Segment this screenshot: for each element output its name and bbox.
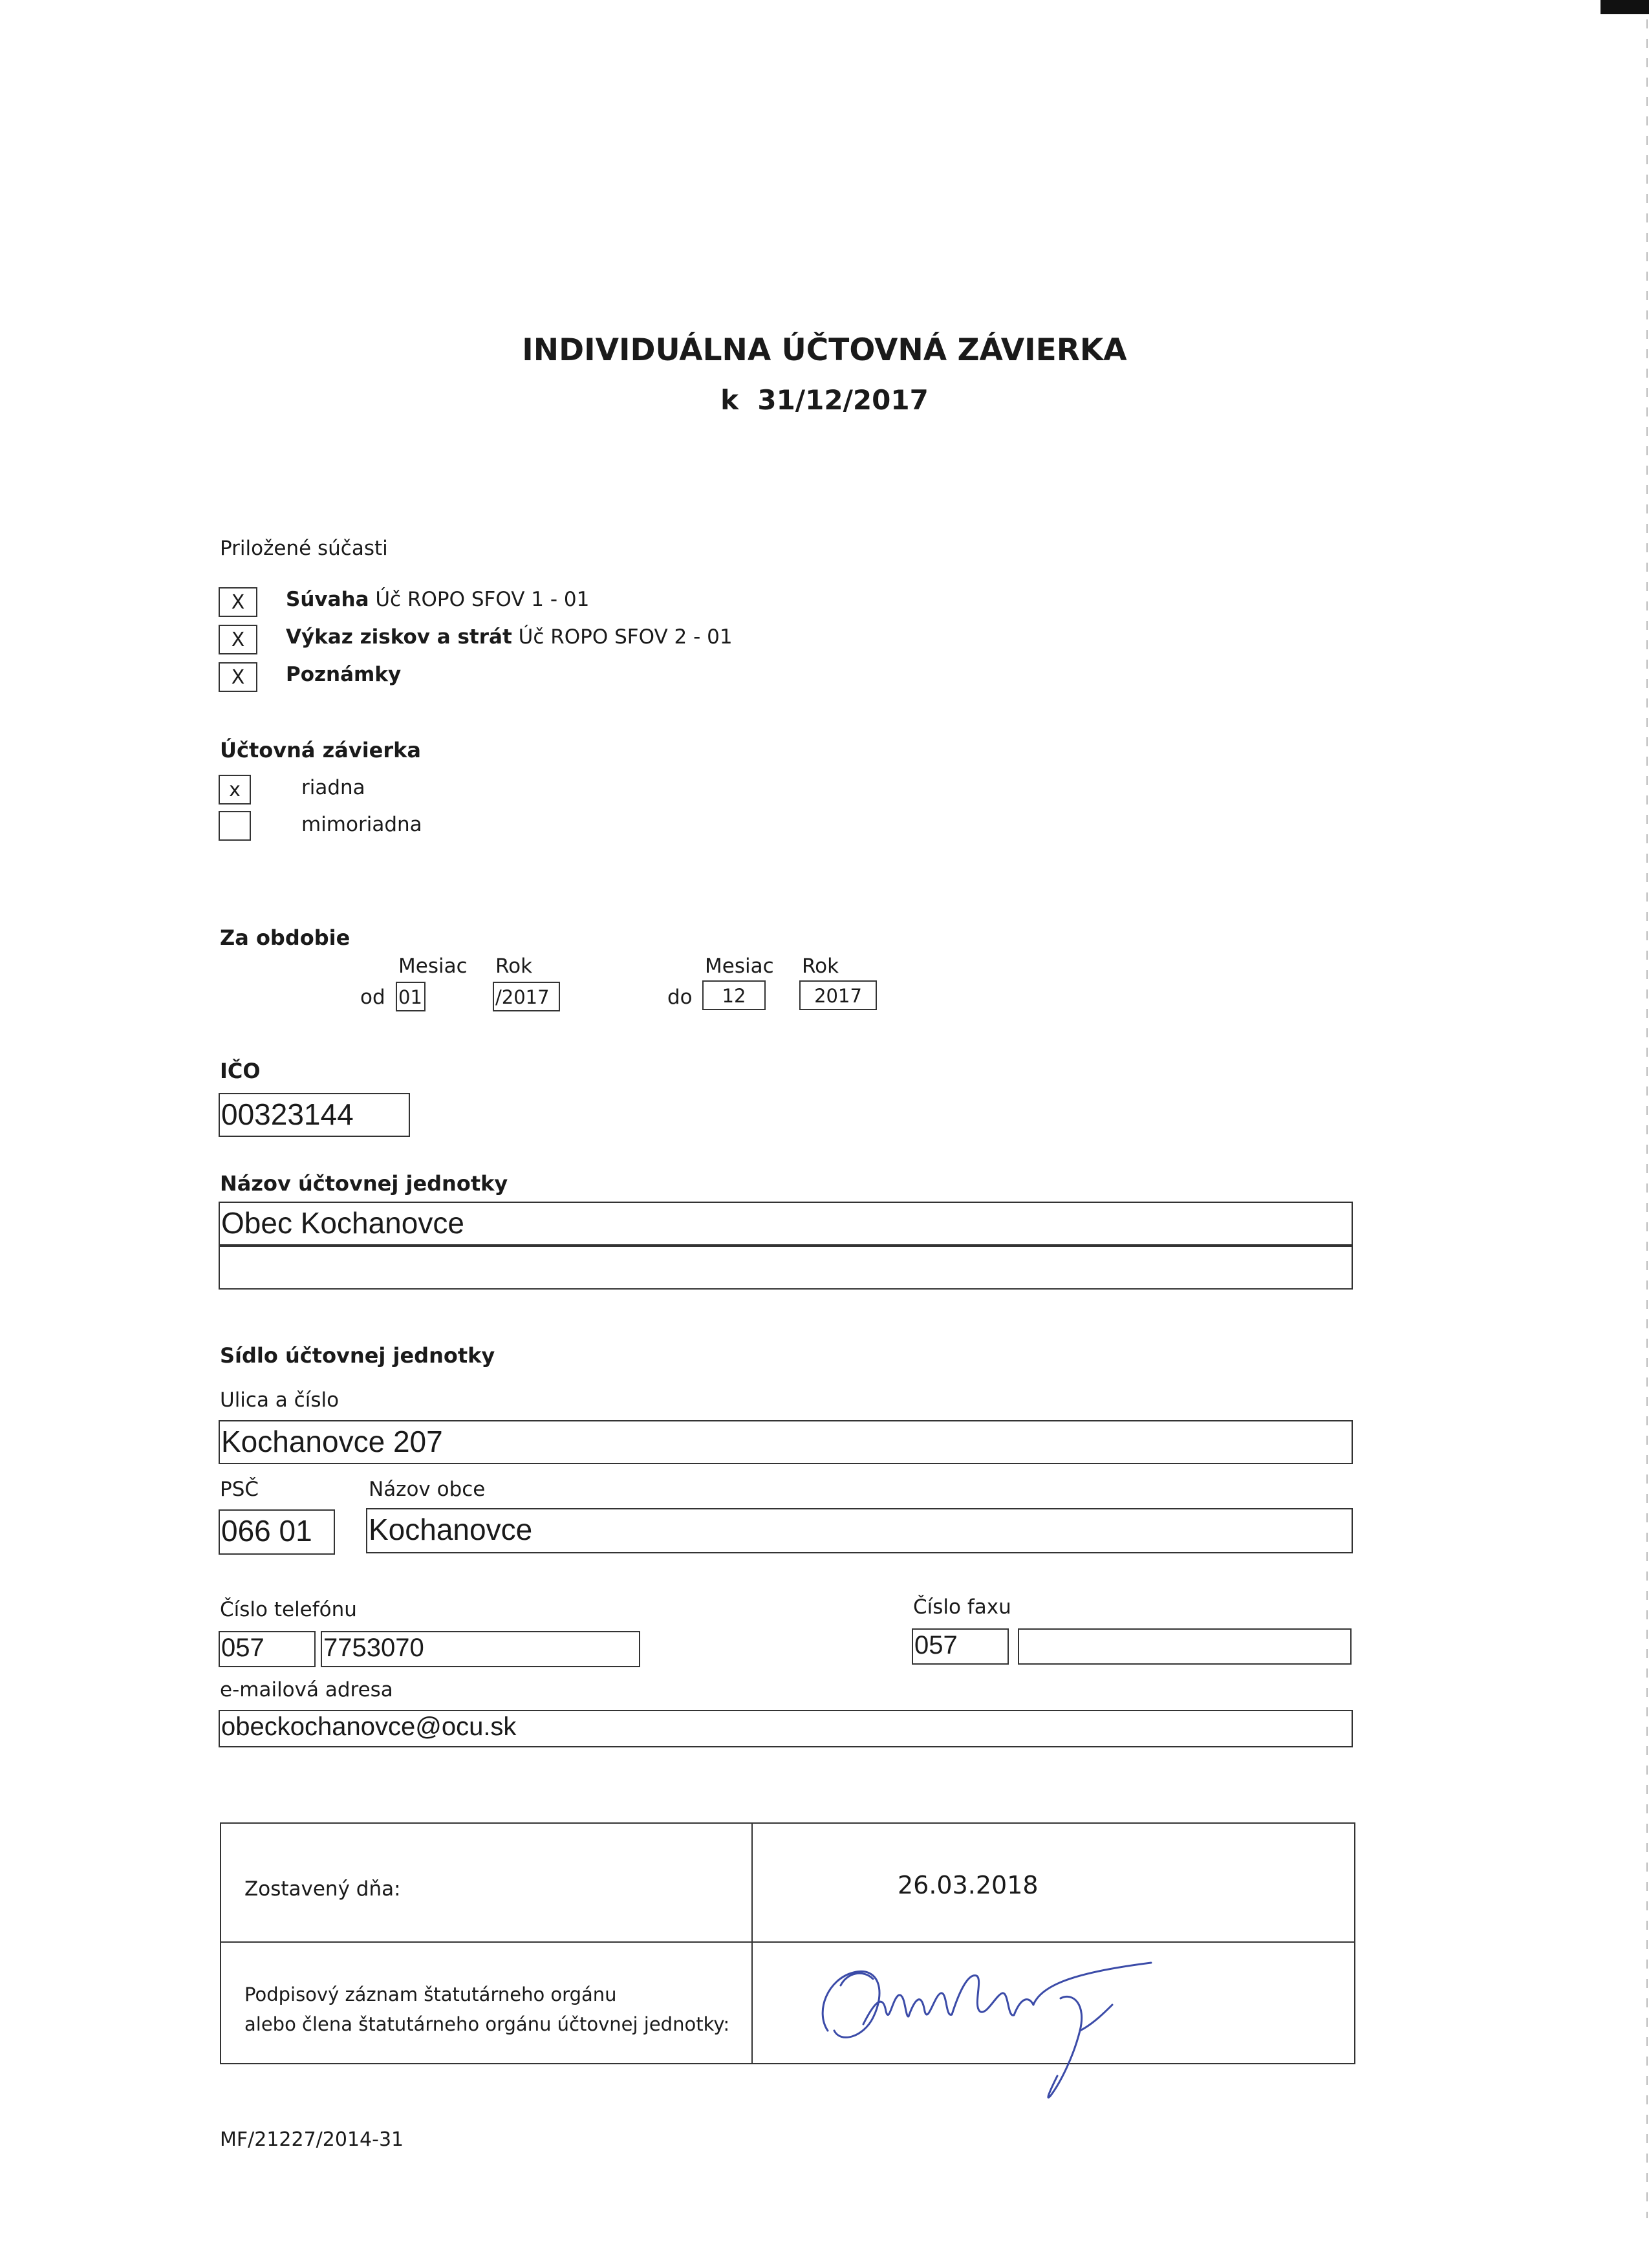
compiled-label: Zostavený dňa: xyxy=(244,1877,401,1901)
entity-name-value: Obec Kochanovce xyxy=(221,1206,464,1240)
scan-edge-mark xyxy=(1600,0,1649,14)
email-value: obeckochanovce@ocu.sk xyxy=(221,1712,517,1741)
ico-value: 00323144 xyxy=(221,1097,354,1131)
checkbox-mark: X xyxy=(231,665,245,689)
fax-prefix-field[interactable] xyxy=(912,1628,1009,1665)
phone-number-field[interactable] xyxy=(321,1631,640,1667)
to-label: do xyxy=(667,986,693,1009)
signature-table xyxy=(220,1822,1355,2064)
attachment-bold: Výkaz ziskov a strát xyxy=(286,625,512,649)
street-field[interactable] xyxy=(219,1420,1353,1464)
to-year-value: 2017 xyxy=(814,985,862,1007)
phone-prefix-field[interactable] xyxy=(219,1631,316,1667)
closing-checkbox-regular[interactable] xyxy=(219,775,251,805)
form-code: MF/21227/2014-31 xyxy=(220,2128,404,2151)
zip-field[interactable] xyxy=(219,1509,335,1555)
attachment-rest: Úč ROPO SFOV 1 - 01 xyxy=(369,588,590,611)
from-month-value: 01 xyxy=(398,986,422,1008)
ico-label: IČO xyxy=(220,1059,261,1083)
email-field[interactable] xyxy=(219,1710,1353,1747)
to-year-field[interactable] xyxy=(799,980,877,1010)
compiled-date: 26.03.2018 xyxy=(898,1871,1039,1899)
signatory-label-line2: alebo člena štatutárneho orgánu účtovnej jednotky: xyxy=(244,2013,730,2035)
attachment-checkbox-balance[interactable] xyxy=(219,587,257,617)
address-heading: Sídlo účtovnej jednotky xyxy=(220,1343,495,1368)
signatory-label-line1: Podpisový záznam štatutárneho orgánu xyxy=(244,1983,617,2005)
ico-field[interactable] xyxy=(219,1093,410,1137)
street-value: Kochanovce 207 xyxy=(221,1425,443,1458)
table-vertical-divider xyxy=(751,1824,753,2063)
attachment-bold: Súvaha xyxy=(286,588,369,611)
attachment-label-income xyxy=(286,627,733,647)
checkbox-mark: x xyxy=(229,778,241,801)
handwritten-signature xyxy=(802,1934,1164,2115)
attachments-heading: Priložené súčasti xyxy=(220,537,388,560)
attachment-bold: Poznámky xyxy=(286,663,402,686)
attachment-checkbox-income[interactable] xyxy=(219,625,257,654)
to-month-value: 12 xyxy=(722,985,746,1007)
document-title: INDIVIDUÁLNA ÚČTOVNÁ ZÁVIERKA xyxy=(522,332,1127,368)
entity-name-field-2[interactable] xyxy=(219,1246,1353,1290)
attachment-rest: Úč ROPO SFOV 2 - 01 xyxy=(512,625,733,649)
to-month-field[interactable] xyxy=(702,980,766,1010)
attachment-label-balance xyxy=(286,590,589,610)
checkbox-mark: X xyxy=(231,628,245,651)
zip-label: PSČ xyxy=(220,1478,259,1501)
document-date: k 31/12/2017 xyxy=(720,384,929,416)
city-field[interactable] xyxy=(366,1508,1353,1553)
checkbox-mark: X xyxy=(231,590,245,614)
entity-name-label: Názov účtovnej jednotky xyxy=(220,1171,508,1196)
attachment-label-notes xyxy=(286,665,401,685)
phone-label: Číslo telefónu xyxy=(220,1598,357,1621)
fax-prefix-value: 057 xyxy=(914,1631,958,1659)
phone-number-value: 7753070 xyxy=(323,1634,424,1662)
table-horizontal-divider xyxy=(221,1941,1354,1943)
street-label: Ulica a číslo xyxy=(220,1388,339,1412)
phone-prefix-value: 057 xyxy=(221,1634,264,1662)
to-month-label: Mesiac xyxy=(705,955,774,978)
closing-checkbox-extraordinary[interactable] xyxy=(219,811,251,841)
closing-label-extraordinary: mimoriadna xyxy=(301,813,422,836)
from-year-label: Rok xyxy=(495,955,533,978)
closing-type-heading: Účtovná závierka xyxy=(220,738,422,762)
entity-name-field-1[interactable] xyxy=(219,1202,1353,1246)
to-year-label: Rok xyxy=(802,955,839,978)
zip-value: 066 01 xyxy=(221,1514,312,1548)
period-heading: Za obdobie xyxy=(220,925,350,950)
from-label: od xyxy=(360,986,385,1009)
from-year-value: /2017 xyxy=(495,986,550,1008)
city-value: Kochanovce xyxy=(369,1513,533,1546)
from-year-field[interactable] xyxy=(493,982,560,1011)
from-month-label: Mesiac xyxy=(398,955,468,978)
from-month-field[interactable] xyxy=(396,982,426,1011)
closing-label-regular: riadna xyxy=(301,776,365,799)
fax-label: Číslo faxu xyxy=(913,1595,1011,1619)
fax-number-field[interactable] xyxy=(1018,1628,1352,1665)
city-label: Názov obce xyxy=(369,1478,486,1501)
attachment-checkbox-notes[interactable] xyxy=(219,662,257,692)
email-label: e-mailová adresa xyxy=(220,1678,393,1701)
